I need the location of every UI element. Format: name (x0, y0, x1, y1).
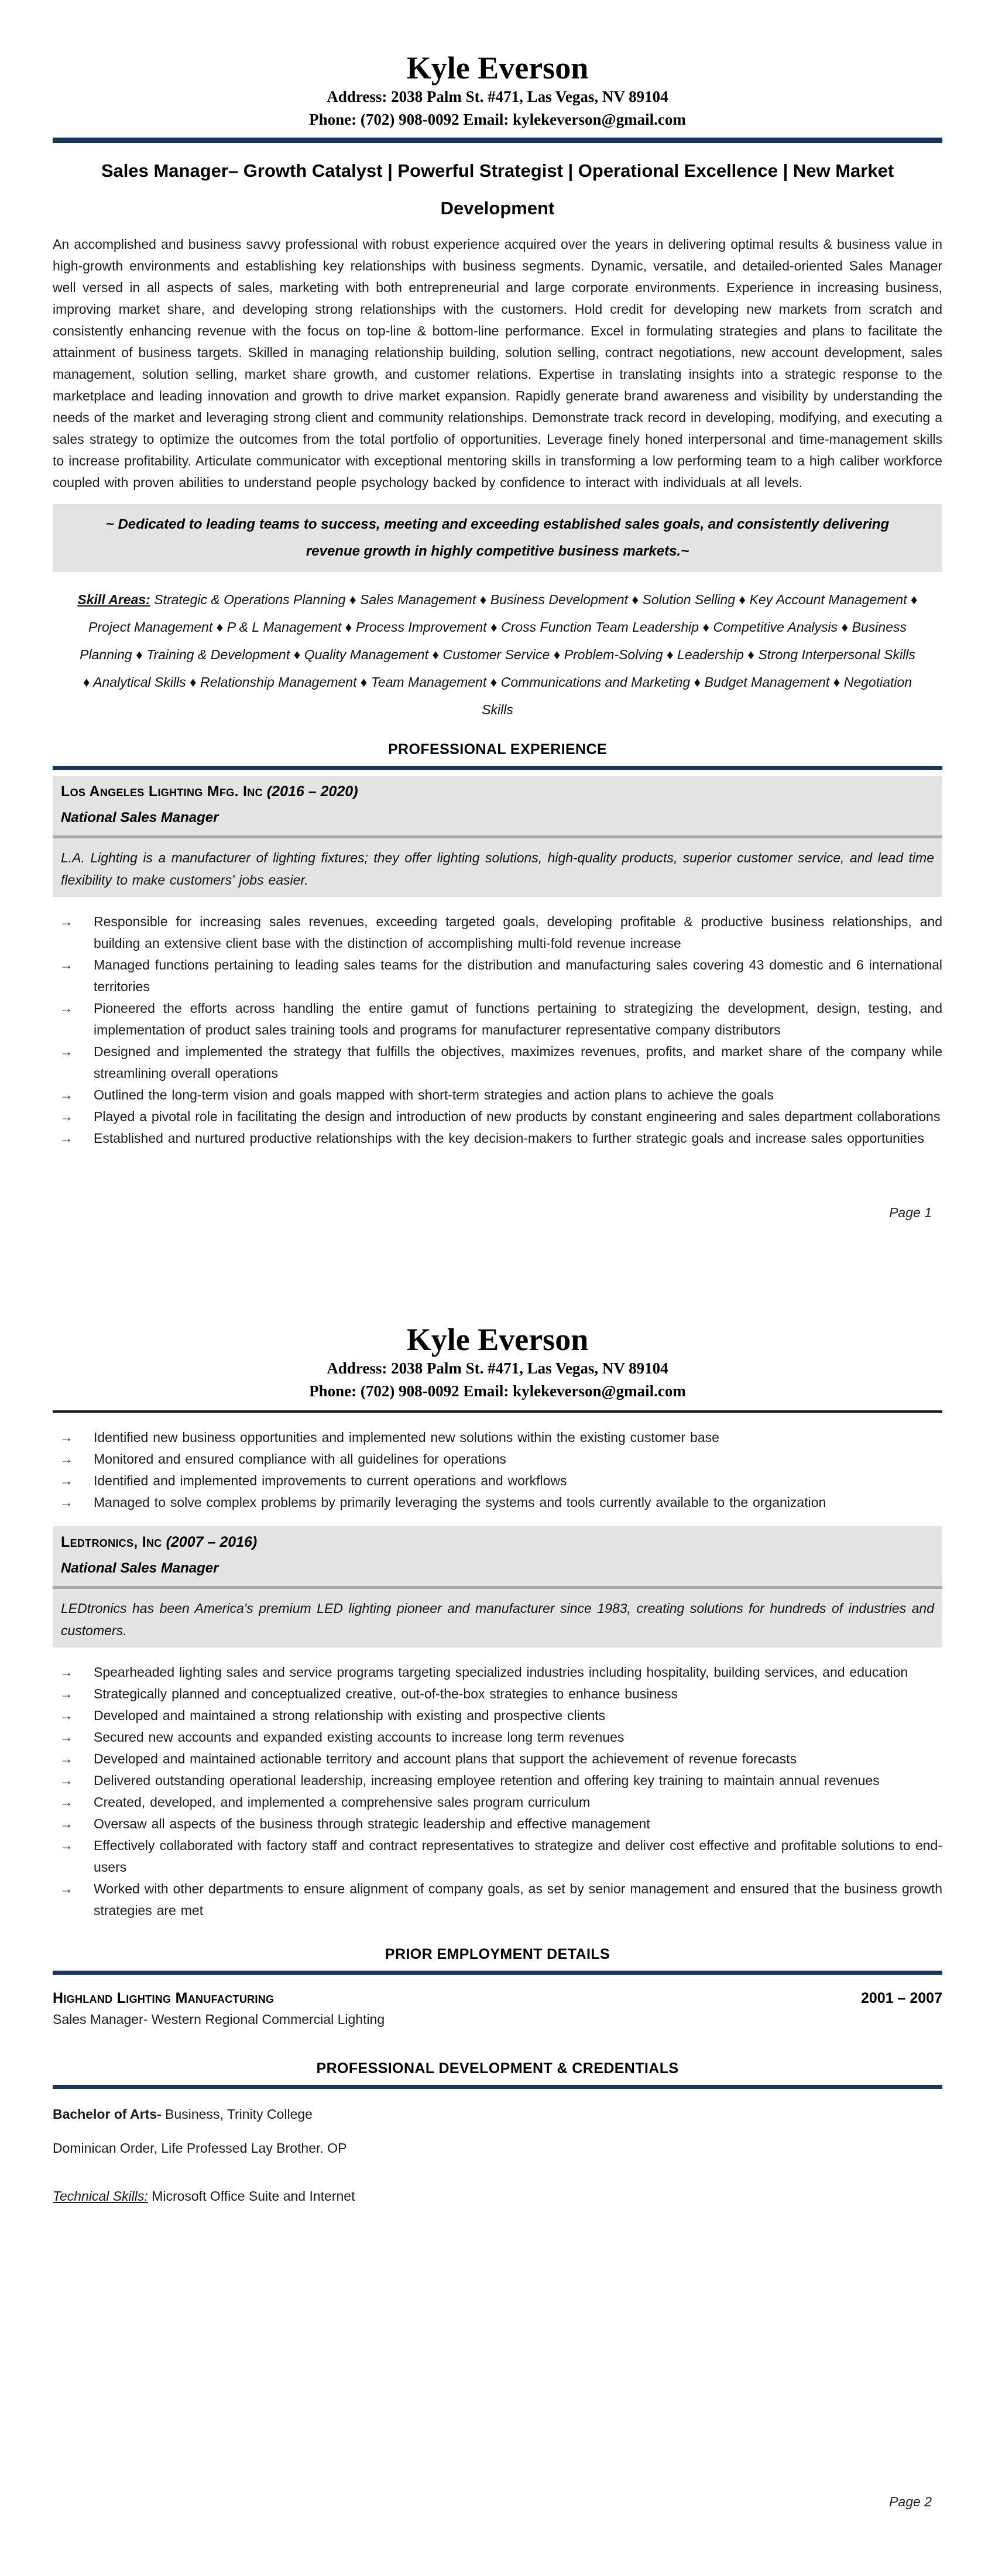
bullet-item (53, 998, 942, 1041)
candidate-name: Kyle Everson (406, 1322, 589, 1357)
bullet-item (53, 1878, 942, 1921)
employment-dates: 2001 – 2007 (860, 1990, 942, 2007)
bullet-item (53, 1683, 942, 1705)
bullet-text: Secured new accounts and expanded existing accounts to increase long term revenues (94, 1729, 625, 1745)
bullet-item (53, 1128, 942, 1149)
bullet-text: Monitored and ensured compliance with all guidelines for operations (94, 1451, 506, 1467)
address-line: Address: 2038 Palm St. #471, Las Vegas, NV 89104 (327, 88, 668, 106)
section-professional-experience: PROFESSIONAL EXPERIENCE (387, 741, 608, 758)
degree-label: Bachelor of Arts- (53, 2106, 162, 2122)
header-divider-rule (53, 138, 942, 143)
bullet-item (53, 1705, 942, 1727)
bullet-text: Effectively collaborated with factory staff and contract representatives to strategize and deliver cost effective and profitable solutions to end-users (94, 1838, 942, 1875)
job-title: Sales Manager- Western Regional Commercial Lighting (53, 2012, 385, 2027)
quote-banner: ~ Dedicated to leading teams to success, meeting and exceeding established sales goals, and consistently delivering revenue growth in highly competitive business markets.~ (53, 504, 942, 572)
section-credentials: PROFESSIONAL DEVELOPMENT & CREDENTIALS (316, 2060, 679, 2077)
candidate-name: Kyle Everson (406, 50, 589, 85)
job-block-ledtronics (53, 1526, 942, 1647)
job-header (61, 782, 934, 801)
bullet-item (53, 1084, 942, 1106)
address-line: Address: 2038 Palm St. #471, Las Vegas, NV 89104 (327, 1359, 668, 1378)
carryover-bullet-list (53, 1427, 942, 1513)
page-number-2: Page 2 (889, 2494, 932, 2509)
arrow-bullet-icon: → (60, 914, 73, 930)
bullet-item (53, 1770, 942, 1791)
arrow-bullet-icon: → (60, 1816, 73, 1832)
arrow-bullet-icon: → (60, 1109, 73, 1125)
job-title: National Sales Manager (61, 1560, 219, 1577)
job-inner-divider (53, 835, 942, 838)
section-divider-rule (53, 1971, 942, 1975)
arrow-bullet-icon: → (60, 1838, 73, 1854)
arrow-bullet-icon: → (60, 1708, 73, 1724)
arrow-bullet-icon: → (60, 1751, 73, 1767)
company-name: Los Angeles Lighting Mfg. Inc (61, 783, 263, 800)
technical-skills (53, 2188, 942, 2204)
arrow-bullet-icon: → (60, 1044, 73, 1060)
education-degree (53, 2104, 942, 2124)
bullet-item (53, 1427, 942, 1448)
bullet-item (53, 1470, 942, 1492)
bullet-item (53, 954, 942, 998)
company-description: LEDtronics has been America's premium LED lighting pioneer and manufacturer since 1983, creating solutions for hundreds of industries and customers. (61, 1601, 934, 1639)
bullet-text: Identified and implemented improvements to current operations and workflows (94, 1473, 567, 1489)
prior-employment-row (53, 1990, 942, 2007)
headline-title: Sales Manager– Growth Catalyst | Powerful Strategist | Operational Excellence | New Market Development (101, 160, 894, 218)
arrow-bullet-icon: → (60, 1001, 73, 1016)
bullet-text: Oversaw all aspects of the business through strategic leadership and effective management (94, 1816, 650, 1832)
job-title: National Sales Manager (61, 810, 219, 826)
resume-page-1 (0, 0, 995, 1149)
company-name: Ledtronics, Inc (61, 1534, 162, 1551)
summary-paragraph: An accomplished and business savvy professional with robust experience acquired over the years in delivering optimal results & business value in high-growth environments and establishing key relationships with business segments. Dynamic, versatile, and detailed-oriented Sales Manager well versed in all aspects of sales, marketing with both entrepreneurial and large corporate environments. Experience in increasing business, improving market share, and developing strong relationships with the customers. Hold credit for developing new markets from scratch and consistently enhancing revenue with the focus on top-line & bottom-line performance. Excel in formulating strategies and plans to facilitate the attainment of business targets. Skilled in managing relationship building, solution selling, contract negotiations, new account development, sales management, solution selling, market share growth, and customer relations. Expertise in translating insights into a strategic response to the marketplace and leading innovation and growth to drive market expansion. Rapidly generate brand awareness and visibility by understanding the needs of the market and leveraging strong client and community relationships. Demonstrate track record in developing, modifying, and executing a sales strategy to optimize the outcomes from the total portfolio of opportunities. Leverage finely honed interpersonal and time-management skills to increase profitability. Articulate communicator with exceptional mentoring skills in transforming a low performing team to a high caliber workforce coupled with proven abilities to understand people psychology backed by confidence to interact with individuals at all levels. (53, 237, 942, 491)
resume-page-2 (0, 1295, 995, 2204)
job-bullet-list (53, 911, 942, 1149)
bullet-item (53, 1448, 942, 1470)
technical-skills-detail: Microsoft Office Suite and Internet (147, 2188, 355, 2204)
bullet-item (53, 1748, 942, 1770)
bullet-item (53, 1492, 942, 1513)
arrow-bullet-icon: → (60, 1729, 73, 1745)
phone-email-line: Phone: (702) 908-0092 Email: kylekeverson@gmail.com (309, 110, 686, 128)
bullet-item (53, 911, 942, 954)
employment-dates: (2016 – 2020) (266, 783, 358, 800)
education-line-2: Dominican Order, Life Professed Lay Brother. OP (53, 2140, 347, 2156)
bullet-item (53, 1727, 942, 1748)
bullet-item (53, 1662, 942, 1683)
section-divider-rule (53, 766, 942, 770)
bullet-text: Delivered outstanding operational leadership, increasing employee retention and offering key training to maintain annual revenues (94, 1773, 880, 1789)
bullet-text: Established and nurtured productive relationships with the key decision-makers to further strategic goals and increase sales opportunities (94, 1131, 924, 1146)
bullet-item (53, 1813, 942, 1835)
bullet-item (53, 1835, 942, 1878)
job-inner-divider (53, 1586, 942, 1589)
arrow-bullet-icon: → (60, 1131, 73, 1146)
bullet-text: Pioneered the efforts across handling the entire gamut of functions pertaining to strategizing the development, design, testing, and implementation of product sales training tools and programs for manufacturer representative company distributors (94, 1001, 942, 1038)
skill-areas-label: Skill Areas: (77, 592, 150, 608)
bullet-text: Managed to solve complex problems by primarily leveraging the systems and tools currently available to the organization (94, 1495, 826, 1510)
header-divider-rule (53, 1410, 942, 1413)
arrow-bullet-icon: → (60, 1087, 73, 1103)
degree-detail: Business, Trinity College (161, 2106, 313, 2122)
company-description: L.A. Lighting is a manufacturer of lighting fixtures; they offer lighting solutions, high-quality products, superior customer service, and lead time flexibility to make customers' jobs easier. (61, 850, 934, 888)
arrow-bullet-icon: → (60, 1773, 73, 1789)
bullet-text: Played a pivotal role in facilitating the design and introduction of new products by constant engineering and sales department collaborations (94, 1109, 941, 1125)
arrow-bullet-icon: → (60, 1495, 73, 1510)
bullet-text: Managed functions pertaining to leading sales teams for the distribution and manufacturing sales covering 43 domestic and 6 international territories (94, 957, 942, 995)
phone-email-line: Phone: (702) 908-0092 Email: kylekeverson@gmail.com (309, 1382, 686, 1400)
skill-areas (76, 586, 919, 724)
bullet-text: Designed and implemented the strategy that fulfills the objectives, maximizes revenues, profits, and market share of the company while streamlining overall operations (94, 1044, 942, 1081)
arrow-bullet-icon: → (60, 1430, 73, 1445)
bullet-text: Worked with other departments to ensure alignment of company goals, as set by senior management and ensured that the business growth strategies are met (94, 1881, 942, 1919)
arrow-bullet-icon: → (60, 1664, 73, 1680)
job-block-la-lighting (53, 776, 942, 897)
section-prior-employment: PRIOR EMPLOYMENT DETAILS (385, 1946, 610, 1963)
bullet-item (53, 1041, 942, 1084)
job-bullet-list (53, 1662, 942, 1921)
arrow-bullet-icon: → (60, 1686, 73, 1702)
skill-areas-list: Strategic & Operations Planning ♦ Sales Management ♦ Business Development ♦ Solution Selling ♦ Key Account Management ♦ Project Management ♦ P & L Management ♦ Process Improvement ♦ Cross Function Team Leadership ♦ Competitive Analysis ♦ Business Planning ♦ Training & Development ♦ Quality Management ♦ Customer Service ♦ Problem-Solving ♦ Leadership ♦ Strong Interpersonal Skills ♦ Analytical Skills ♦ Relationship Management ♦ Team Management ♦ Communications and Marketing ♦ Budget Management ♦ Negotiation Skills (80, 592, 918, 718)
bullet-text: Spearheaded lighting sales and service programs targeting specialized industries including hospitality, building services, and education (94, 1664, 908, 1680)
employment-dates: (2007 – 2016) (166, 1534, 258, 1551)
arrow-bullet-icon: → (60, 1881, 73, 1897)
job-header (61, 1532, 934, 1552)
bullet-text: Responsible for increasing sales revenues, exceeding targeted goals, developing profitable & productive business relationships, and building an extensive client base with the distinction of accomplishing multi-fold revenue increase (94, 914, 942, 951)
technical-skills-label: Technical Skills: (53, 2188, 148, 2204)
bullet-text: Created, developed, and implemented a comprehensive sales program curriculum (94, 1794, 591, 1810)
bullet-text: Developed and maintained actionable territory and account plans that support the achievement of revenue forecasts (94, 1751, 797, 1767)
bullet-text: Developed and maintained a strong relationship with existing and prospective clients (94, 1708, 606, 1724)
bullet-item (53, 1106, 942, 1128)
section-divider-rule (53, 2085, 942, 2089)
arrow-bullet-icon: → (60, 1451, 73, 1467)
arrow-bullet-icon: → (60, 1794, 73, 1810)
company-name: Highland Lighting Manufacturing (53, 1990, 275, 2007)
bullet-text: Strategically planned and conceptualized creative, out-of-the-box strategies to enhance business (94, 1686, 678, 1702)
bullet-text: Outlined the long-term vision and goals mapped with short-term strategies and action plans to achieve the goals (94, 1087, 774, 1103)
bullet-item (53, 1791, 942, 1813)
arrow-bullet-icon: → (60, 957, 73, 973)
bullet-text: Identified new business opportunities and implemented new solutions within the existing customer base (94, 1430, 719, 1445)
page-number-1: Page 1 (889, 1205, 932, 1220)
arrow-bullet-icon: → (60, 1473, 73, 1489)
